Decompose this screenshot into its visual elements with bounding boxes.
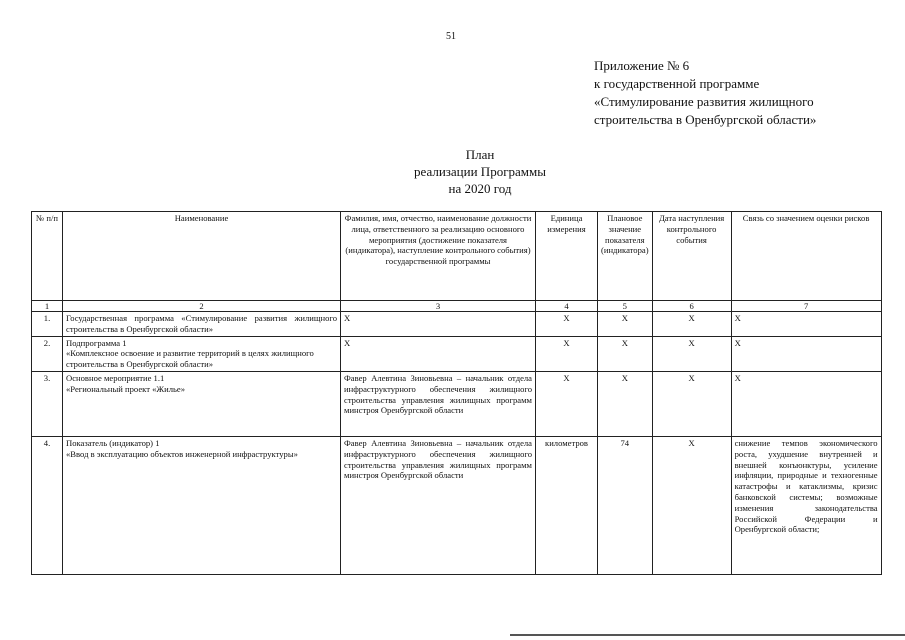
column-number: 2	[63, 301, 341, 312]
row-num: 4.	[32, 436, 63, 574]
header-name: Наименование	[63, 212, 341, 301]
row-num: 3.	[32, 371, 63, 436]
row-plan-value: Х	[598, 336, 653, 371]
row-plan-value: Х	[598, 371, 653, 436]
column-number-row	[32, 301, 882, 312]
appendix-line-4: строительства в Оренбургской области»	[594, 112, 817, 127]
row-name	[63, 436, 341, 574]
row-date: Х	[652, 312, 731, 337]
column-number: 7	[731, 301, 881, 312]
title-line-2: реализации Программы	[414, 164, 546, 179]
table-header-row	[32, 212, 882, 301]
title-line-1: План	[465, 147, 495, 162]
column-number: 6	[652, 301, 731, 312]
scan-edge-line	[510, 634, 905, 636]
appendix-line-2: к государственной программе	[594, 76, 760, 91]
row-plan-value: Х	[598, 312, 653, 337]
row-responsible: Фавер Алевтина Зиновьевна – начальник отдела инфраструктурного обеспечения жилищного строительства управления жилищных программ минстроя Оренбургской области	[341, 436, 536, 574]
row-name: Государственная программа «Стимулирование развития жилищного строительства в Оренбургской области»	[63, 312, 341, 337]
row-unit: Х	[536, 371, 598, 436]
header-risk: Связь со значением оценки рисков	[731, 212, 881, 301]
row-name-line-2: «Комплексное освоение и развитие территорий в целях жилищного строительства в Оренбургской области»	[66, 348, 314, 370]
row-name-line-1: Подпрограмма 1	[66, 337, 127, 348]
row-name	[63, 371, 341, 436]
row-risk: Х	[731, 371, 881, 436]
header-responsible: Фамилия, имя, отчество, наименование должности лица, ответственного за реализацию основного мероприятия (достижение показателя (индикатора), наступление контрольного события) государственной программы	[341, 212, 536, 301]
table-row	[32, 336, 882, 371]
page-number: 51	[446, 31, 456, 42]
appendix-header	[594, 57, 816, 129]
header-plan-value: Плановое значение показателя (индикатора)	[598, 212, 653, 301]
table-row	[32, 436, 882, 574]
row-name-line-2: «Ввод в эксплуатацию объектов инженерной инфраструктуры»	[66, 448, 298, 459]
row-unit: Х	[536, 336, 598, 371]
row-date: Х	[652, 436, 731, 574]
row-name-line-1: Основное мероприятие 1.1	[66, 372, 165, 383]
plan-table	[31, 211, 882, 575]
row-risk: Х	[731, 312, 881, 337]
row-plan-value: 74	[598, 436, 653, 574]
row-date: Х	[652, 336, 731, 371]
table-row	[32, 371, 882, 436]
column-number: 3	[341, 301, 536, 312]
appendix-line-1: Приложение № 6	[594, 58, 690, 73]
header-date: Дата наступления контрольного события	[652, 212, 731, 301]
row-num: 1.	[32, 312, 63, 337]
row-num: 2.	[32, 336, 63, 371]
row-unit: Х	[536, 312, 598, 337]
table-row	[32, 312, 882, 337]
row-name-line-2: «Региональный проект «Жилье»	[66, 383, 186, 394]
row-name	[63, 336, 341, 371]
row-responsible: Х	[341, 336, 536, 371]
row-unit: километров	[536, 436, 598, 574]
plan-title	[380, 146, 580, 197]
title-line-3: на 2020 год	[448, 181, 512, 196]
column-number: 4	[536, 301, 598, 312]
row-risk: снижение темпов экономического роста, ухудшение внутренней и внешней конъюнктуры, усиление инфляции, природные и техногенные катастрофы и катаклизмы, кризис банковской системы; возможные изменения законодательства Российской Федерации и Оренбургской области;	[731, 436, 881, 574]
row-name-line-1: Показатель (индикатор) 1	[66, 437, 160, 448]
row-responsible: Фавер Алевтина Зиновьевна – начальник отдела инфраструктурного обеспечения жилищного строительства управления жилищных программ минстроя Оренбургской области	[341, 371, 536, 436]
column-number: 5	[598, 301, 653, 312]
column-number: 1	[32, 301, 63, 312]
header-num: № п/п	[32, 212, 63, 301]
row-date: Х	[652, 371, 731, 436]
header-unit: Единица измерения	[536, 212, 598, 301]
row-risk: Х	[731, 336, 881, 371]
row-responsible: Х	[341, 312, 536, 337]
appendix-line-3: «Стимулирование развития жилищного	[594, 94, 814, 109]
